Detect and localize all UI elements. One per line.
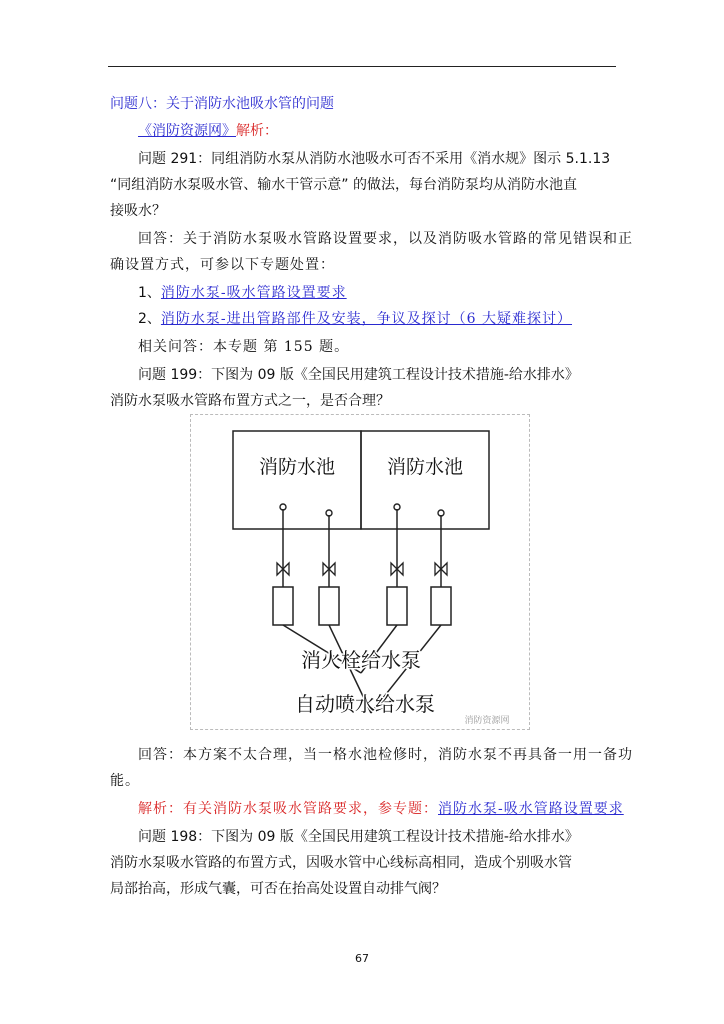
a199-line1: 回答：本方案不太合理，当一格水池检修时，消防水泵不再具备一用一备功: [138, 747, 633, 763]
suction-pipes: [283, 509, 441, 587]
watermark: 消防资源网: [464, 716, 510, 726]
ref-number: 2、: [138, 311, 161, 327]
analysis-prefix: 解析：有关消防水泵吸水管路要求，参专题：: [138, 801, 438, 817]
a291-line2: 确设置方式，可参以下专题处置：: [110, 257, 335, 273]
q198-line3: 局部抬高，形成气囊，可否在抬高处设置自动排气阀？: [110, 881, 446, 897]
analysis-link[interactable]: 消防水泵-吸水管路设置要求: [438, 801, 624, 817]
q198-line1: 问题 198：下图为 09 版《全国民用建筑工程设计技术措施-给水排水》: [138, 829, 579, 845]
ref-item-1: [138, 283, 347, 303]
gate-valves: [277, 563, 447, 575]
header-rule: [108, 66, 616, 67]
pool-left-box: [233, 431, 361, 529]
q291-line3: 接吸水？: [110, 203, 166, 219]
analysis-line: [138, 799, 624, 819]
pipe-intakes: [280, 504, 444, 516]
pool-right-label: 消防水池: [386, 456, 464, 478]
pump-boxes: [273, 587, 451, 625]
pump-suction-diagram: [190, 414, 530, 730]
a291-line1: 回答：关于消防水泵吸水管路设置要求，以及消防吸水管路的常见错误和正: [138, 231, 633, 247]
q198-line2: 消防水泵吸水管路的布置方式，因吸水管中心线标高相同，造成个别吸水管: [110, 855, 572, 871]
source-line: [138, 121, 278, 141]
page-number: 67: [355, 952, 369, 965]
pool-left-label: 消防水池: [258, 456, 336, 478]
diagram-svg: [191, 415, 531, 731]
pool-right-box: [361, 431, 489, 529]
ref-link-1[interactable]: 消防水泵-吸水管路设置要求: [160, 285, 347, 301]
section-heading: 问题八：关于消防水池吸水管的问题: [110, 96, 334, 112]
q199-line2: 消防水泵吸水管路布置方式之一，是否合理？: [110, 393, 390, 409]
ref-item-2: [138, 309, 572, 329]
source-link[interactable]: 《消防资源网》: [138, 123, 236, 139]
ref-number: 1、: [138, 285, 161, 301]
source-suffix: 解析：: [236, 123, 278, 139]
hydrant-pump-label: 消火栓给水泵: [301, 648, 421, 672]
q291-line1: 问题 291：同组消防水泵从消防水池吸水可否不采用《消水规》图示 5.1.13: [138, 151, 611, 167]
q291-line2: “同组消防水泵吸水管、输水干管示意” 的做法，每台消防泵均从消防水池直: [110, 177, 577, 193]
related-qa: 相关问答：本专题 第 155 题。: [138, 339, 350, 355]
sprinkler-pump-label: 自动喷水给水泵: [295, 692, 435, 716]
q199-line1: 问题 199：下图为 09 版《全国民用建筑工程设计技术措施-给水排水》: [138, 367, 579, 383]
ref-link-2[interactable]: 消防水泵-进出管路部件及安装，争议及探讨（6 大疑难探讨）: [160, 311, 573, 327]
a199-line2: 能。: [110, 773, 140, 789]
